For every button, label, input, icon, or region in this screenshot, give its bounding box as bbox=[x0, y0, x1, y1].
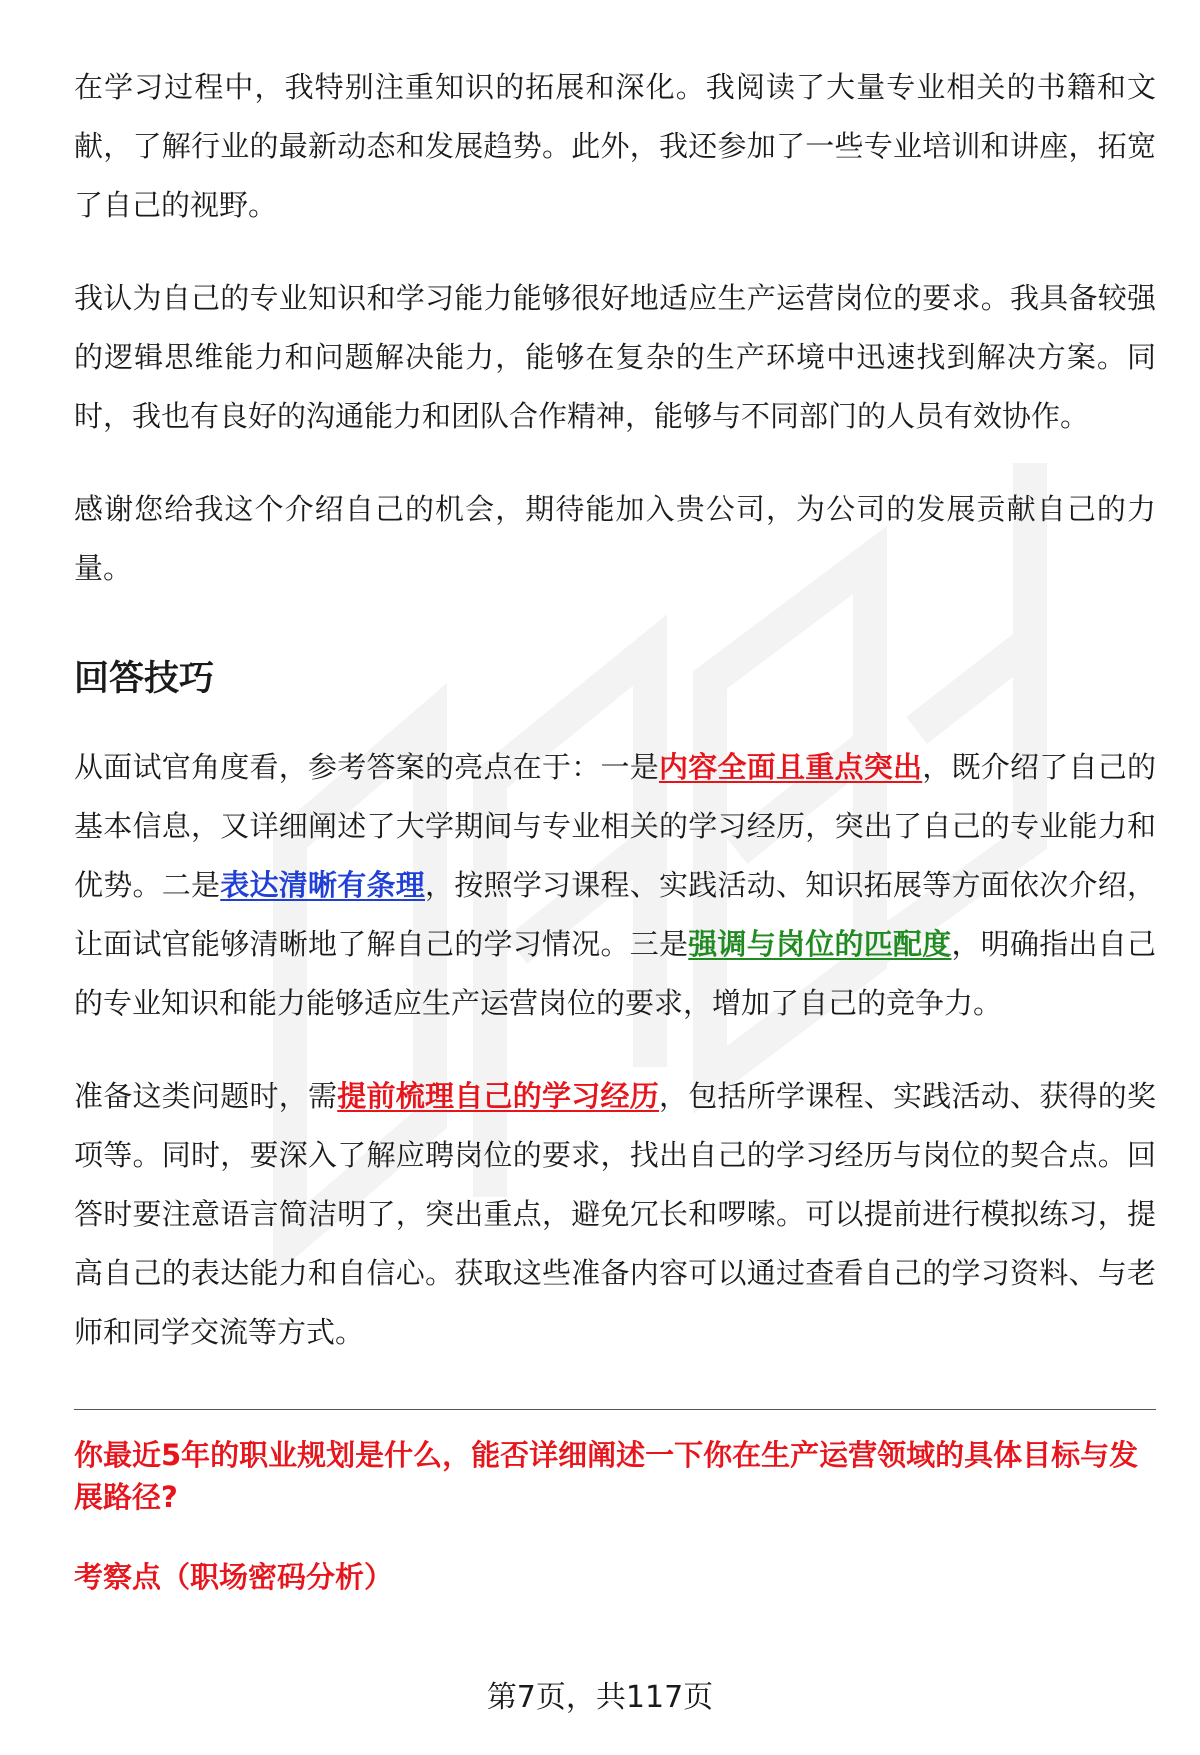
highlight-comprehensive: 内容全面且重点突出 bbox=[658, 750, 923, 784]
tips-text: ，包括所学课程、实践活动、获得的奖项等。同时，要深入了解应聘岗位的要求，找出自己的学习经历与岗位的契合点。回答时要注意语言简洁明了，突出重点，避免冗长和啰嗦。可以提前进行模拟练习，提高自己的表达能力和自信心。获取这些准备内容可以通过查看自己的学习资料、与老师和同学交流等方式。 bbox=[74, 1079, 1156, 1349]
section-title-answer-tips: 回答技巧 bbox=[74, 659, 215, 699]
exam-point-label: 考察点（职场密码分析） bbox=[74, 1560, 394, 1594]
highlight-clear-expression: 表达清晰有条理 bbox=[220, 868, 425, 902]
tips-text: 准备这类问题时，需 bbox=[74, 1079, 338, 1113]
highlight-job-match: 强调与岗位的匹配度 bbox=[688, 927, 952, 961]
paragraph-tips-highlights bbox=[74, 738, 1156, 1033]
highlight-review-experience: 提前梳理自己的学习经历 bbox=[337, 1079, 659, 1113]
paragraph-job-fit: 我认为自己的专业知识和学习能力能够很好地适应生产运营岗位的要求。我具备较强的逻辑思维能力和问题解决能力，能够在复杂的生产环境中迅速找到解决方案。同时，我也有良好的沟通能力和团队合作精神，能够与不同部门的人员有效协作。 bbox=[74, 281, 1156, 433]
paragraph-thanks: 感谢您给我这个介绍自己的机会，期待能加入贵公司，为公司的发展贡献自己的力量。 bbox=[74, 492, 1156, 585]
tips-text: ，既介绍了自己的基本信息，又详细阐述了大学期间与专业相关的学习经历，突出了自己的专业能力和优势。二是 bbox=[74, 750, 1156, 902]
paragraph-tips-preparation bbox=[74, 1067, 1156, 1362]
paragraph-learning-expansion: 在学习过程中，我特别注重知识的拓展和深化。我阅读了大量专业相关的书籍和文献，了解行业的最新动态和发展趋势。此外，我还参加了一些专业培训和讲座，拓宽了自己的视野。 bbox=[74, 70, 1156, 222]
tips-text: 从面试官角度看，参考答案的亮点在于：一是 bbox=[74, 750, 659, 784]
tips-text: ，明确指出自己的专业知识和能力能够适应生产运营岗位的要求，增加了自己的竞争力。 bbox=[74, 927, 1156, 1020]
section-divider bbox=[74, 1409, 1156, 1410]
tips-text: ，按照学习课程、实践活动、知识拓展等方面依次介绍，让面试官能够清晰地了解自己的学习情况。三是 bbox=[74, 868, 1156, 961]
document-body bbox=[74, 58, 1156, 1362]
page-number-footer: 第7页，共117页 bbox=[486, 1680, 714, 1715]
next-question-heading: 你最近5年的职业规划是什么，能否详细阐述一下你在生产运营领域的具体目标与发展路径? bbox=[74, 1438, 1139, 1514]
